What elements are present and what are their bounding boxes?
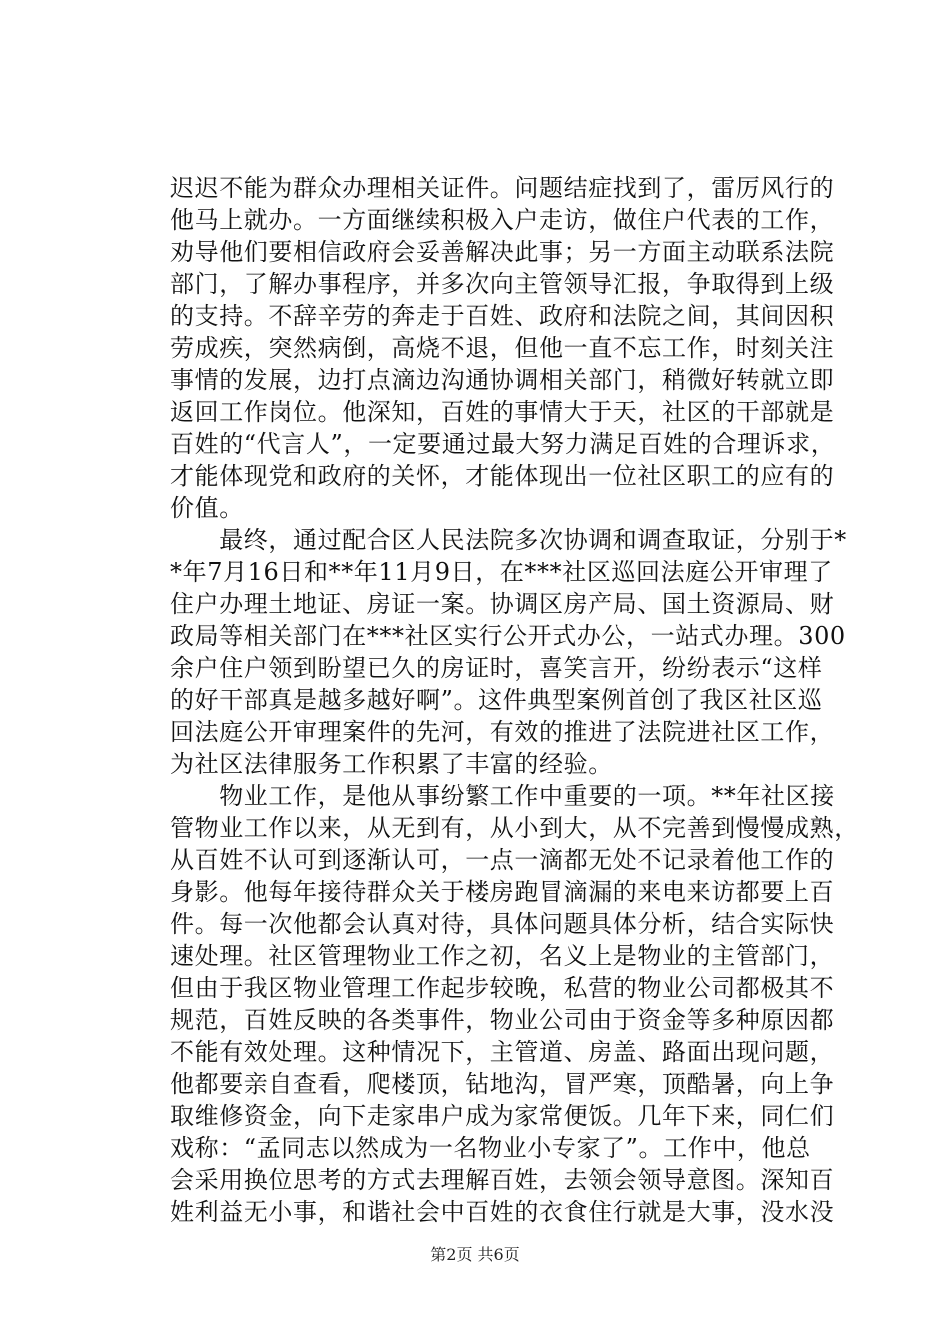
text-line: 余户住户领到盼望已久的房证时，喜笑言开，纷纷表示“这样 [170, 654, 823, 682]
text-line: 从百姓不认可到逐渐认可，一点一滴都无处不记录着他工作的 [170, 846, 835, 874]
text-line: 他都要亲自查看，爬楼顶，钻地沟，冒严寒，顶酷暑，向上争 [170, 1070, 835, 1098]
text-line: 件。每一次他都会认真对待，具体问题具体分析，结合实际快 [170, 910, 835, 938]
text-line: 价值。 [170, 494, 244, 522]
text-line: 政局等相关部门在***社区实行公开式办公，一站式办理。300 [170, 622, 846, 650]
text-line: 为社区法律服务工作积累了丰富的经验。 [170, 750, 613, 778]
text-line: 但由于我区物业管理工作起步较晚，私营的物业公司都极其不 [170, 974, 835, 1002]
text-line: 住户办理土地证、房证一案。协调区房产局、国土资源局、财 [170, 590, 835, 618]
text-line: 才能体现党和政府的关怀，才能体现出一位社区职工的应有的 [170, 462, 835, 490]
text-line: 劝导他们要相信政府会妥善解决此事；另一方面主动联系法院 [170, 238, 835, 266]
text-line: 返回工作岗位。他深知，百姓的事情大于天，社区的干部就是 [170, 398, 835, 426]
text-line: 不能有效处理。这种情况下，主管道、房盖、路面出现问题， [170, 1038, 835, 1066]
text-line: 最终，通过配合区人民法院多次协调和调查取证，分别于* [170, 526, 847, 554]
text-line: 管物业工作以来，从无到有，从小到大，从不完善到慢慢成熟， [170, 814, 859, 842]
text-line: 戏称：“孟同志以然成为一名物业小专家了”。工作中，他总 [170, 1134, 811, 1162]
text-line: 会采用换位思考的方式去理解百姓，去领会领导意图。深知百 [170, 1166, 835, 1194]
text-line: 迟迟不能为群众办理相关证件。问题结症找到了，雷厉风行的 [170, 174, 835, 202]
text-line: 他马上就办。一方面继续积极入户走访，做住户代表的工作， [170, 206, 835, 234]
text-line: 的好干部真是越多越好啊”。这件典型案例首创了我区社区巡 [170, 686, 823, 714]
text-line: 部门，了解办事程序，并多次向主管领导汇报，争取得到上级 [170, 270, 835, 298]
text-line: 姓利益无小事，和谐社会中百姓的衣食住行就是大事，没水没 [170, 1198, 835, 1226]
text-line: *年7月16日和**年11月9日，在***社区巡回法庭公开审理了 [170, 558, 833, 586]
text-line: 事情的发展，边打点滴边沟通协调相关部门，稍微好转就立即 [170, 366, 835, 394]
page-footer: 第2页 共6页 [430, 1245, 520, 1264]
text-line: 取维修资金，向下走家串户成为家常便饭。几年下来，同仁们 [170, 1102, 835, 1130]
text-line: 速处理。社区管理物业工作之初，名义上是物业的主管部门， [170, 942, 835, 970]
text-line: 物业工作，是他从事纷繁工作中重要的一项。**年社区接 [170, 782, 835, 810]
text-line: 回法庭公开审理案件的先河，有效的推进了法院进社区工作， [170, 718, 835, 746]
body-text [170, 172, 859, 1228]
text-line: 身影。他每年接待群众关于楼房跑冒滴漏的来电来访都要上百 [170, 878, 835, 906]
text-line: 劳成疾，突然病倒，高烧不退，但他一直不忘工作，时刻关注 [170, 334, 835, 362]
text-line: 规范，百姓反映的各类事件，物业公司由于资金等多种原因都 [170, 1006, 835, 1034]
text-line: 的支持。不辞辛劳的奔走于百姓、政府和法院之间，其间因积 [170, 302, 835, 330]
text-line: 百姓的“代言人”，一定要通过最大努力满足百姓的合理诉求， [170, 430, 836, 458]
